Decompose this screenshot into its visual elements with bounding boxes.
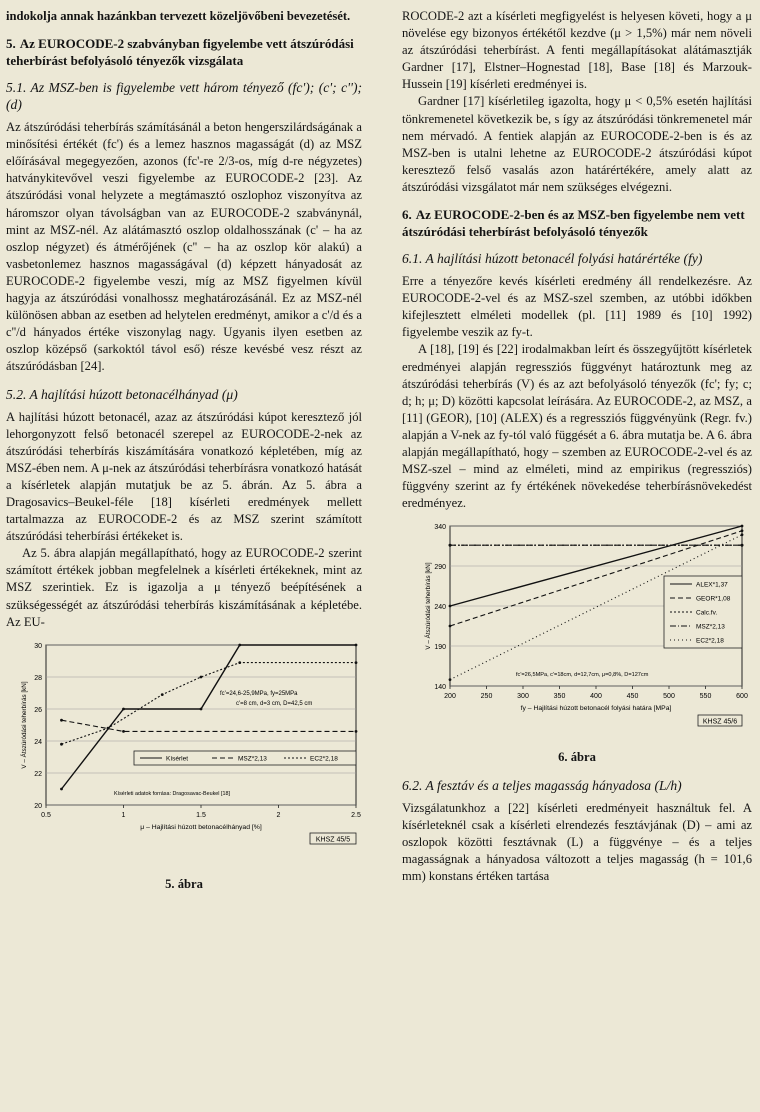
y-tick-label: 24 xyxy=(34,738,42,746)
figure-6-stamp: KHSZ 45/6 xyxy=(702,718,738,726)
legend-label: EC2*2,18 xyxy=(696,637,724,645)
series-line xyxy=(62,720,357,731)
paragraph-5-2a: A hajlítási húzott betonacél, azaz az átszúródási kúpot keresztező jól lehorgonyzott felső betonacél szerepel az EUROCODE-2-nek az átszúródási teherbírás kiszámítására vonatkozó képletében, míg az MSZ-ében nem. A μ-nek az átszúródási teherbírásra vonatkozó hatását a kísérletek alapján mutatjuk be az 5. ábrán. Az 5. ábra a Dragosavics–Beukel-féle [18] kísérleti eredmények mellett tartalmazza az EUROCODE-2 és az MSZ szerint számított átszúródási teherbírási értékeket is. xyxy=(6,409,362,544)
legend-label: Kísérlet xyxy=(166,755,189,763)
x-tick-label: 2 xyxy=(276,811,281,819)
x-axis-label: fy – Hajlítási húzott betonacél folyási határa [MPa] xyxy=(520,705,672,713)
y-tick-label: 340 xyxy=(434,524,446,532)
figure-5-annotation-1: fc'=24,6-25,9MPa, fy=25MPa xyxy=(220,690,298,697)
intro-paragraph: indokolja annak hazánkban tervezett közeljövőbeni bevezetését. xyxy=(6,9,351,23)
left-column xyxy=(6,8,362,899)
x-tick-label: 450 xyxy=(626,693,639,701)
y-tick-label: 22 xyxy=(34,770,42,778)
figure-5 xyxy=(6,639,362,872)
data-point xyxy=(449,544,452,547)
y-axis-label: V – Átszúródási teherbírás [kN] xyxy=(425,562,432,650)
x-tick-label: 250 xyxy=(480,693,493,701)
figure-5-caption: 5. ábra xyxy=(165,876,203,891)
y-tick-label: 290 xyxy=(434,564,446,572)
paragraph-5-2d: Gardner [17] kísérletileg igazolta, hogy μ < 0,5% esetén hajlítási tönkremenetel következik be, s így az átszúródási tönkremenetel már nem mérvadó. A fentiek alapján az EUROCODE-2-ben is és az MSZ-ben is utalni lehetne az EUROCODE-2 átszúródási kúpot keresztező felső vasalás azon határértékére, amely alatt az átszúródási vizsgálatot már nem szükséges elvégezni. xyxy=(402,94,752,194)
data-point xyxy=(449,679,452,682)
data-point xyxy=(200,675,203,678)
y-tick-label: 20 xyxy=(34,802,42,810)
section-5-heading xyxy=(6,35,362,69)
y-tick-label: 240 xyxy=(434,604,446,612)
data-point xyxy=(741,530,744,533)
x-tick-label: 1.5 xyxy=(196,811,206,819)
y-tick-label: 140 xyxy=(434,684,446,692)
data-point xyxy=(238,661,241,664)
figure-5-stamp: KHSZ 45/5 xyxy=(315,836,351,844)
legend-label: Calc.fv. xyxy=(696,609,718,617)
figure-5-annotation-2: c'=8 cm, d=3 cm, D=42,5 cm xyxy=(236,700,313,707)
paragraph-6-1b: A [18], [19] és [22] irodalmakban leírt és összegyűjtött kísérletek eredményei alapján regressziós függvényt határoztunk meg az átszúródási teherbírás (V) és az azt befolyásoló tényezők (fc'; fy; c; d; h; μ; D) közötti kapcsolat leírására. Az EUROCODE-2, az MSZ, a [11] (GEOR), [10] (ALEX) és a regressziós függvényünk (Regr. fv.) alapján a V-nek az fy-tól való függését a 6. ábra mutatja be. A 6. ábra alapján megállapítható, hogy – szemben az EUROCODE-2-vel és az MSZ-szel – mind az elméleti, mind az empirikus (regressziós) függvény szerint az fy értékének növekedése teherbírásnövekedést eredményez. xyxy=(402,342,752,511)
data-point xyxy=(161,693,164,696)
plot-frame xyxy=(46,645,356,805)
data-point xyxy=(741,525,744,528)
data-point xyxy=(60,787,63,790)
data-point xyxy=(449,625,452,628)
paragraph-6-2: Vizsgálatunkhoz a [22] kísérleti eredményeit használtuk fel. A kísérleteknél csak a kísérleti elrendezés fesztávjának (D) – ami az oszlopok közötti fesztávnak (L) a függvénye – és a teljes magasságnak a hányadosa változott a teljes magasság (h = 101,6 mm) konstans értéken tartása xyxy=(402,800,752,883)
x-tick-label: 200 xyxy=(444,693,456,701)
legend-label: MSZ*2,13 xyxy=(696,623,725,631)
data-point xyxy=(107,727,110,730)
y-tick-label: 190 xyxy=(434,644,446,652)
legend-label: MSZ*2,13 xyxy=(238,755,267,763)
data-point xyxy=(355,730,358,733)
data-point xyxy=(449,605,452,608)
figure-6-annotation: fc'=26,5MPa, c'=18cm, d=12,7cm, μ=0,8%, D=127cm xyxy=(516,672,649,679)
x-tick-label: 300 xyxy=(517,693,529,701)
data-point xyxy=(741,534,744,537)
x-tick-label: 0.5 xyxy=(41,811,51,819)
paragraph-5-1: Az átszúródási teherbírás számításánál a beton hengerszilárdságának a minősítési értékét (fc') és a lemez hasznos magasságát (d) az MSZ előírásával megegyezően, azonos (fc'-re 2/3-os, míg d-re négyzetes) hatványkitevővel veszi figyelembe az EUROCODE-2 [23]. Az átszúródási vonal helyzete a megtámasztó oszlophoz viszonyítva az háromszor olyan távolságban van az EUROCODE-2 szabványnál, mint az MSZ-nél. Az alátámasztó oszlop oldalhosszának (c' – ha az oszlop négyzet) és átmérőjének (c'' – ha az oszlop kör alakú) a vasbetonlemez hasznos magasságával (d) képzett hányadosát az EUROCODE-2 figyelembe veszi, míg az MSZ figyelmen kívül hagyja az átszúródási vonalhossz meghatározásánál. Ez az MSZ-nél különösen abban az esetben ad helytelen eredményt, amikor a c'/d és a c''/d hányados értéke viszonylag nagy. Ugyanis ilyen esetben az oszlop középső (sarkoktól távol eső) része kevésbé vesz részt az átszúródásban [24]. xyxy=(6,120,362,374)
section-5-title: Az EUROCODE-2 szabványban figyelembe vett átszúródási teherbírást befolyásoló tényezők vizsgálata xyxy=(6,36,354,69)
x-tick-label: 500 xyxy=(663,693,675,701)
y-tick-label: 26 xyxy=(34,706,42,714)
right-column xyxy=(402,8,752,885)
figure-5-chart xyxy=(6,639,362,867)
series-line xyxy=(62,645,357,789)
x-tick-label: 600 xyxy=(736,693,748,701)
data-point xyxy=(122,707,125,710)
paragraph-5-2b: Az 5. ábra alapján megállapítható, hogy az EUROCODE-2 szerint számított értékek jobban megfelelnek a kísérleti értékeknek, mint az MSZ szerintiek. Ez is igazolja a μ tényező beépítésének a szükségességét az átszúródási teherbírás kiszámításának a képletébe. Az EU- xyxy=(6,546,362,629)
section-6-1-heading: 6.1. A hajlítási húzott betonacél folyási határértéke (fy) xyxy=(402,251,703,267)
figure-6-caption: 6. ábra xyxy=(558,750,596,765)
y-tick-label: 30 xyxy=(34,642,42,650)
section-5-number: 5. xyxy=(6,36,16,52)
section-6-title: Az EUROCODE-2-ben és az MSZ-ben figyelembe nem vett átszúródási teherbírást befolyásoló tényezők xyxy=(402,207,745,240)
x-tick-label: 1 xyxy=(121,811,126,819)
legend-label: ALEX*1,37 xyxy=(696,581,728,589)
data-point xyxy=(200,707,203,710)
data-point xyxy=(238,643,241,646)
x-tick-label: 400 xyxy=(590,693,602,701)
legend-label: GEOR*1,08 xyxy=(696,595,731,603)
section-6-number: 6. xyxy=(402,207,412,223)
figure-6-chart xyxy=(402,520,752,740)
data-point xyxy=(355,661,358,664)
y-tick-label: 28 xyxy=(34,674,42,682)
data-point xyxy=(741,544,744,547)
paragraph-5-2c: ROCODE-2 azt a kísérleti megfigyelést is helyesen követi, hogy a μ növelése egy bizonyos értékétől kezdve (μ > 1,5%) már nem növeli az átszúródási teherbírást. A fenti megállapításokat alátámasztják Gardner [17], Elstner–Hognestad [18], Base [18] és Marzouk-Hussein [19] kísérleti eredményei is. xyxy=(402,9,752,92)
data-point xyxy=(60,743,63,746)
x-tick-label: 2.5 xyxy=(351,811,361,819)
section-6-2-heading: 6.2. A fesztáv és a teljes magasság hányadosa (L/h) xyxy=(402,777,682,793)
paragraph-6-1a: Erre a tényezőre kevés kísérleti eredmény áll rendelkezésre. Az EUROCODE-2-vel és az MSZ-szel szemben, az utóbbi időkben kifejlesztett elméleti modellek (pl. [11] 1989 és [10] 1992) figyelembe veszik az fy-t. xyxy=(402,274,752,340)
figure-6 xyxy=(402,520,752,745)
data-point xyxy=(60,719,63,722)
section-6-heading xyxy=(402,206,752,240)
data-point xyxy=(122,730,125,733)
figure-5-source-note: Kísérleti adatok forrása: Dragosavac-Beukel [18] xyxy=(114,790,230,797)
x-tick-label: 350 xyxy=(553,693,566,701)
x-tick-label: 550 xyxy=(699,693,712,701)
section-5-2-heading: 5.2. A hajlítási húzott betonacélhányad (μ) xyxy=(6,386,238,402)
legend-label: EC2*2,18 xyxy=(310,755,338,763)
y-axis-label: V – Átszúródási teherbírás [kN] xyxy=(21,681,28,769)
section-5-1-heading: 5.1. Az MSZ-ben is figyelembe vett három tényező (fc'); (c'; c''); (d) xyxy=(6,80,362,113)
data-point xyxy=(355,643,358,646)
x-axis-label: μ – Hajlítási húzott betonacélhányad [%] xyxy=(140,823,262,831)
